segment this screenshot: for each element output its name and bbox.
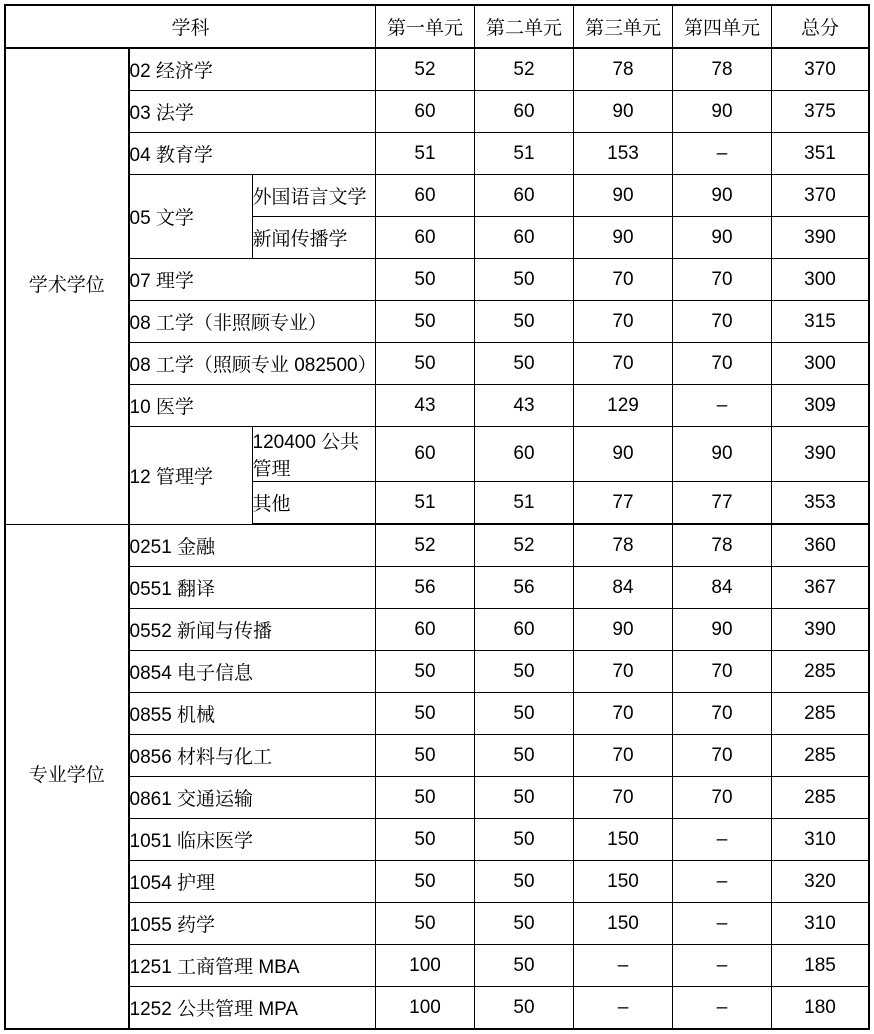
row-unit3: 150 xyxy=(574,861,673,903)
table-header-row xyxy=(5,5,869,48)
table-row xyxy=(5,945,869,987)
table-row xyxy=(5,819,869,861)
row-unit4: 70 xyxy=(673,693,772,735)
row-unit3: 90 xyxy=(574,175,673,217)
row-name: 10 医学 xyxy=(129,385,376,427)
table-row xyxy=(5,91,869,133)
row-unit4: – xyxy=(673,903,772,945)
row-unit2: 50 xyxy=(475,819,574,861)
row-name: 04 教育学 xyxy=(129,133,376,175)
table-row xyxy=(5,987,869,1030)
row-name: 05 文学 xyxy=(129,175,253,259)
row-unit4: – xyxy=(673,133,772,175)
row-unit1: 51 xyxy=(376,482,475,525)
table-row xyxy=(5,301,869,343)
row-unit3: 70 xyxy=(574,693,673,735)
row-unit4: – xyxy=(673,385,772,427)
row-total: 300 xyxy=(772,259,870,301)
row-name: 0856 材料与化工 xyxy=(129,735,376,777)
row-unit4: 84 xyxy=(673,567,772,609)
row-unit2: 50 xyxy=(475,861,574,903)
row-total: 367 xyxy=(772,567,870,609)
row-unit2: 51 xyxy=(475,133,574,175)
table-row xyxy=(5,175,869,217)
row-unit3: 153 xyxy=(574,133,673,175)
row-unit1: 52 xyxy=(376,48,475,91)
row-unit3: 90 xyxy=(574,91,673,133)
row-unit1: 60 xyxy=(376,175,475,217)
row-total: 351 xyxy=(772,133,870,175)
table-row xyxy=(5,609,869,651)
row-unit2: 50 xyxy=(475,777,574,819)
row-unit3: 70 xyxy=(574,343,673,385)
category-academic xyxy=(5,48,129,524)
row-total: 285 xyxy=(772,693,870,735)
row-unit3: 90 xyxy=(574,609,673,651)
table-row xyxy=(5,567,869,609)
row-name: 0861 交通运输 xyxy=(129,777,376,819)
row-unit2: 50 xyxy=(475,651,574,693)
row-unit3: – xyxy=(574,945,673,987)
row-total: 360 xyxy=(772,524,870,567)
row-total: 185 xyxy=(772,945,870,987)
row-unit1: 43 xyxy=(376,385,475,427)
table-row xyxy=(5,861,869,903)
row-total: 370 xyxy=(772,175,870,217)
table-row xyxy=(5,524,869,567)
row-unit1: 51 xyxy=(376,133,475,175)
table-row xyxy=(5,259,869,301)
row-unit3: 150 xyxy=(574,903,673,945)
row-name: 08 工学（非照顾专业） xyxy=(129,301,376,343)
row-name: 0854 电子信息 xyxy=(129,651,376,693)
row-unit4: 70 xyxy=(673,777,772,819)
table-row xyxy=(5,651,869,693)
row-name: 0551 翻译 xyxy=(129,567,376,609)
table-row xyxy=(5,693,869,735)
row-unit4: 70 xyxy=(673,735,772,777)
row-total: 309 xyxy=(772,385,870,427)
row-name: 02 经济学 xyxy=(129,48,376,91)
row-unit3: 70 xyxy=(574,259,673,301)
row-unit4: – xyxy=(673,945,772,987)
row-name: 08 工学（照顾专业 082500） xyxy=(129,343,376,385)
row-unit4: 90 xyxy=(673,427,772,482)
row-unit4: 78 xyxy=(673,48,772,91)
row-unit4: – xyxy=(673,987,772,1030)
row-unit3: 77 xyxy=(574,482,673,525)
row-unit4: 90 xyxy=(673,609,772,651)
header-unit1: 第一单元 xyxy=(376,5,475,48)
row-unit4: 70 xyxy=(673,343,772,385)
row-unit2: 60 xyxy=(475,427,574,482)
row-unit4: 70 xyxy=(673,259,772,301)
row-unit1: 60 xyxy=(376,427,475,482)
row-unit1: 52 xyxy=(376,524,475,567)
row-unit2: 50 xyxy=(475,903,574,945)
table-row xyxy=(5,903,869,945)
row-unit3: – xyxy=(574,987,673,1030)
row-total: 180 xyxy=(772,987,870,1030)
header-unit3: 第三单元 xyxy=(574,5,673,48)
row-total: 353 xyxy=(772,482,870,525)
row-name: 0855 机械 xyxy=(129,693,376,735)
row-unit2: 50 xyxy=(475,343,574,385)
row-unit1: 50 xyxy=(376,693,475,735)
row-total: 390 xyxy=(772,609,870,651)
row-unit4: – xyxy=(673,819,772,861)
table-row xyxy=(5,343,869,385)
row-name: 12 管理学 xyxy=(129,427,253,525)
row-total: 375 xyxy=(772,91,870,133)
row-unit2: 50 xyxy=(475,987,574,1030)
row-unit3: 129 xyxy=(574,385,673,427)
row-unit3: 70 xyxy=(574,777,673,819)
row-total: 315 xyxy=(772,301,870,343)
row-unit1: 50 xyxy=(376,735,475,777)
row-unit2: 50 xyxy=(475,693,574,735)
row-unit1: 50 xyxy=(376,861,475,903)
row-unit4: 90 xyxy=(673,217,772,259)
row-unit1: 60 xyxy=(376,609,475,651)
row-total: 390 xyxy=(772,427,870,482)
header-subject: 学科 xyxy=(5,5,376,48)
row-unit2: 51 xyxy=(475,482,574,525)
row-name: 1252 公共管理 MPA xyxy=(129,987,376,1030)
header-unit4: 第四单元 xyxy=(673,5,772,48)
row-unit2: 50 xyxy=(475,301,574,343)
row-unit2: 60 xyxy=(475,217,574,259)
row-unit1: 50 xyxy=(376,343,475,385)
row-total: 285 xyxy=(772,777,870,819)
row-total: 310 xyxy=(772,903,870,945)
row-unit4: 70 xyxy=(673,301,772,343)
row-total: 310 xyxy=(772,819,870,861)
row-total: 320 xyxy=(772,861,870,903)
row-name: 03 法学 xyxy=(129,91,376,133)
row-unit1: 60 xyxy=(376,217,475,259)
row-subname: 外国语言文学 xyxy=(252,175,376,217)
row-subname: 120400 公共管理 xyxy=(252,427,376,482)
row-unit1: 50 xyxy=(376,777,475,819)
row-unit3: 78 xyxy=(574,48,673,91)
row-unit1: 50 xyxy=(376,301,475,343)
row-unit2: 50 xyxy=(475,259,574,301)
row-total: 285 xyxy=(772,651,870,693)
row-unit1: 50 xyxy=(376,903,475,945)
row-unit2: 50 xyxy=(475,945,574,987)
row-unit3: 70 xyxy=(574,735,673,777)
row-unit2: 50 xyxy=(475,735,574,777)
row-unit3: 70 xyxy=(574,651,673,693)
row-subname: 其他 xyxy=(252,482,376,525)
row-name: 0552 新闻与传播 xyxy=(129,609,376,651)
row-unit4: 90 xyxy=(673,175,772,217)
row-unit1: 50 xyxy=(376,259,475,301)
row-unit4: 78 xyxy=(673,524,772,567)
row-unit1: 100 xyxy=(376,987,475,1030)
row-unit3: 150 xyxy=(574,819,673,861)
row-unit2: 60 xyxy=(475,175,574,217)
row-name: 1054 护理 xyxy=(129,861,376,903)
row-name: 1051 临床医学 xyxy=(129,819,376,861)
table-row xyxy=(5,385,869,427)
row-unit4: 90 xyxy=(673,91,772,133)
row-name: 07 理学 xyxy=(129,259,376,301)
row-unit4: – xyxy=(673,861,772,903)
category-academic-label: 学术学位 xyxy=(28,275,105,297)
table-row xyxy=(5,48,869,91)
header-total: 总分 xyxy=(772,5,870,48)
row-name: 0251 金融 xyxy=(129,524,376,567)
row-unit1: 100 xyxy=(376,945,475,987)
row-unit1: 60 xyxy=(376,91,475,133)
row-name: 1055 药学 xyxy=(129,903,376,945)
row-unit2: 43 xyxy=(475,385,574,427)
row-unit2: 60 xyxy=(475,609,574,651)
row-unit2: 52 xyxy=(475,48,574,91)
row-unit2: 52 xyxy=(475,524,574,567)
header-unit2: 第二单元 xyxy=(475,5,574,48)
row-total: 285 xyxy=(772,735,870,777)
row-unit3: 84 xyxy=(574,567,673,609)
row-unit1: 50 xyxy=(376,819,475,861)
table-row xyxy=(5,735,869,777)
row-unit1: 50 xyxy=(376,651,475,693)
row-total: 300 xyxy=(772,343,870,385)
row-unit2: 60 xyxy=(475,91,574,133)
row-unit4: 70 xyxy=(673,651,772,693)
score-line-table xyxy=(4,4,870,1030)
row-unit3: 70 xyxy=(574,301,673,343)
row-total: 370 xyxy=(772,48,870,91)
row-name: 1251 工商管理 MBA xyxy=(129,945,376,987)
row-unit3: 90 xyxy=(574,427,673,482)
row-unit3: 78 xyxy=(574,524,673,567)
category-professional xyxy=(5,524,129,1029)
table-row xyxy=(5,777,869,819)
row-unit4: 77 xyxy=(673,482,772,525)
row-subname: 新闻传播学 xyxy=(252,217,376,259)
row-total: 390 xyxy=(772,217,870,259)
row-unit2: 56 xyxy=(475,567,574,609)
row-unit3: 90 xyxy=(574,217,673,259)
table-row xyxy=(5,133,869,175)
category-professional-label: 专业学位 xyxy=(28,765,105,787)
row-unit1: 56 xyxy=(376,567,475,609)
table-row xyxy=(5,427,869,482)
